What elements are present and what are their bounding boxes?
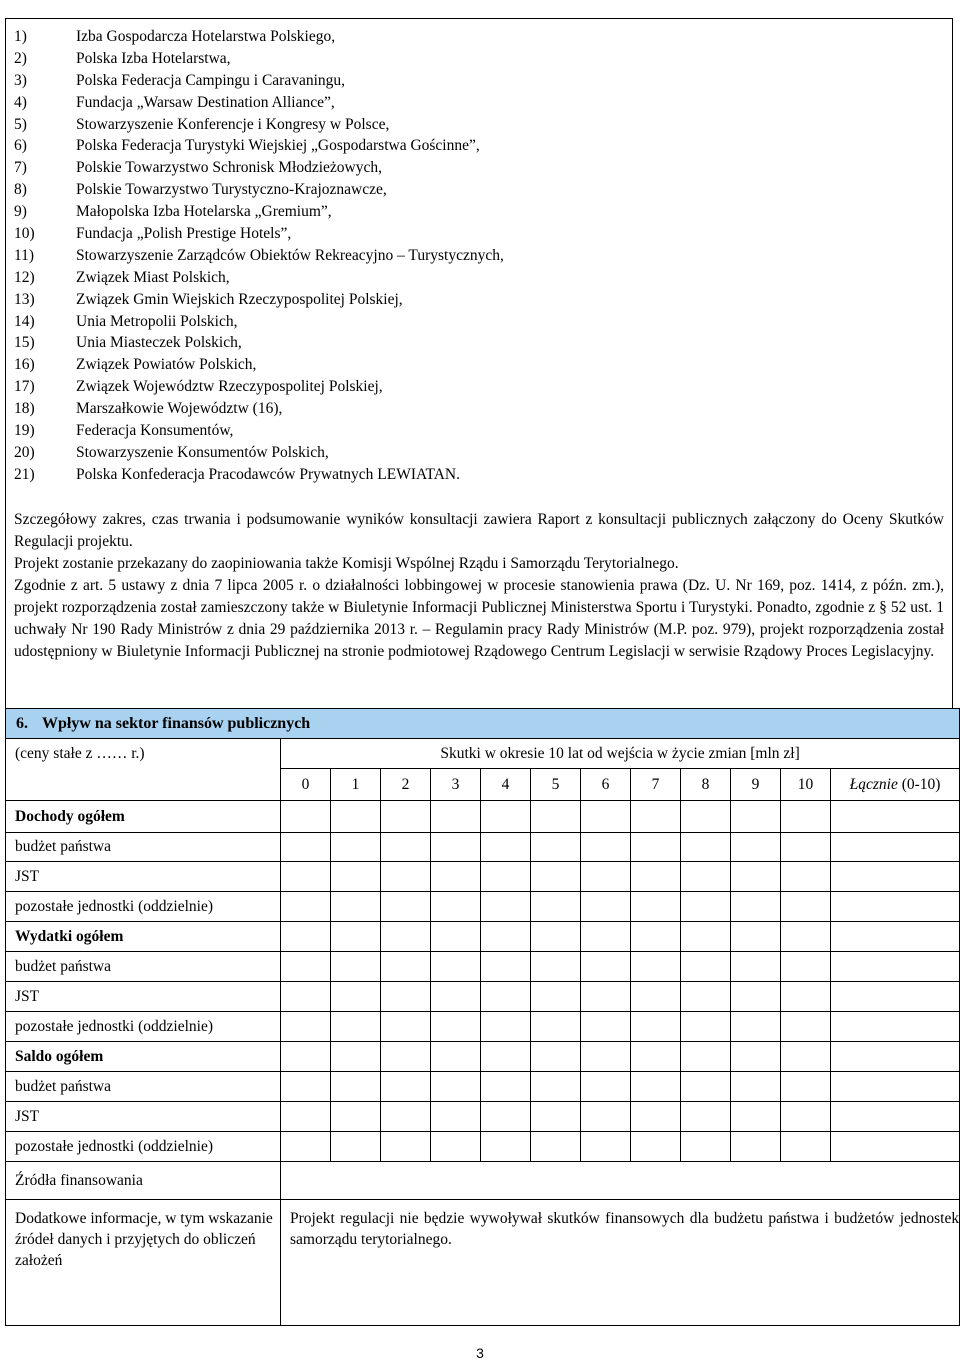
list-item: [14, 398, 504, 420]
table-row: [6, 1072, 960, 1102]
value-cell: [331, 1102, 381, 1132]
value-cell: [281, 801, 331, 833]
total-header-italic: Łącznie: [849, 775, 898, 793]
list-item-text: Marszałkowie Województw (16),: [76, 400, 283, 418]
list-item: [14, 332, 504, 354]
list-item: [14, 70, 504, 92]
row-label: JST: [6, 862, 281, 892]
list-item: [14, 223, 504, 245]
year-header: 10: [781, 769, 831, 801]
value-cell: [781, 892, 831, 922]
list-item-number: 10): [14, 225, 35, 243]
value-cell: [531, 1042, 581, 1072]
value-cell: [631, 1012, 681, 1042]
year-header: 5: [531, 769, 581, 801]
value-cell: [531, 862, 581, 892]
value-cell: [631, 1132, 681, 1162]
table-row: [6, 1162, 960, 1200]
year-header: 4: [481, 769, 531, 801]
table-row: [6, 922, 960, 952]
value-cell: [381, 1132, 431, 1162]
value-cell: [581, 892, 631, 922]
value-cell: [631, 1042, 681, 1072]
list-item-number: 4): [14, 93, 27, 111]
list-item-text: Polska Federacja Turystyki Wiejskiej „Gospodarstwa Gościnne”,: [76, 137, 480, 155]
list-item: [14, 376, 504, 398]
value-cell: [731, 1042, 781, 1072]
value-cell: [581, 1072, 631, 1102]
value-cell: [331, 952, 381, 982]
list-item-text: Związek Województw Rzeczypospolitej Polskiej,: [76, 378, 383, 396]
value-cell: [731, 922, 781, 952]
value-cell: [581, 982, 631, 1012]
value-cell: [281, 1012, 331, 1042]
value-cell: [831, 801, 960, 833]
value-cell: [331, 1132, 381, 1162]
list-item-text: Stowarzyszenie Zarządców Obiektów Rekreacyjno – Turystycznych,: [76, 246, 504, 264]
prices-label: (ceny stałe z …… r.): [6, 739, 281, 801]
year-header: 7: [631, 769, 681, 801]
section-number: 6.: [16, 714, 28, 732]
list-item: [14, 289, 504, 311]
value-cell: [731, 952, 781, 982]
value-cell: [731, 801, 781, 833]
year-header: 2: [381, 769, 431, 801]
list-item-text: Unia Metropolii Polskich,: [76, 312, 238, 330]
value-cell: [281, 833, 331, 862]
table-row: [6, 801, 960, 833]
list-item-number: 20): [14, 443, 35, 461]
table-row: [6, 1042, 960, 1072]
value-cell: [381, 1102, 431, 1132]
list-item: [14, 92, 504, 114]
value-cell: [781, 1042, 831, 1072]
value-cell: [531, 982, 581, 1012]
year-header: 0: [281, 769, 331, 801]
value-cell: [431, 1012, 481, 1042]
value-cell: [431, 862, 481, 892]
value-cell: [431, 922, 481, 952]
value-cell: [431, 1042, 481, 1072]
value-cell: [431, 982, 481, 1012]
value-cell: [631, 1072, 681, 1102]
table-row: [6, 892, 960, 922]
value-cell: [531, 1132, 581, 1162]
value-cell: [281, 1102, 331, 1132]
list-item-number: 18): [14, 400, 35, 418]
sources-label: Źródła finansowania: [6, 1162, 281, 1200]
paragraph-commission: Projekt zostanie przekazany do zaopiniowania także Komisji Wspólnej Rządu i Samorządu Terytorialnego.: [14, 555, 679, 572]
total-header: [831, 769, 960, 801]
list-item-number: 7): [14, 159, 27, 177]
list-item-number: 13): [14, 290, 35, 308]
table-row: [6, 982, 960, 1012]
list-item-number: 19): [14, 422, 35, 440]
value-cell: [331, 1072, 381, 1102]
list-item-number: 8): [14, 181, 27, 199]
value-cell: [481, 801, 531, 833]
value-cell: [481, 1102, 531, 1132]
table-row: [6, 952, 960, 982]
row-label: pozostałe jednostki (oddzielnie): [6, 1132, 281, 1162]
list-item: [14, 135, 504, 157]
list-item: [14, 179, 504, 201]
effects-header: Skutki w okresie 10 lat od wejścia w życie zmian [mln zł]: [281, 739, 960, 769]
value-cell: [531, 1072, 581, 1102]
value-cell: [831, 833, 960, 862]
paragraph-lobbying: Zgodnie z art. 5 ustawy z dnia 7 lipca 2005 r. o działalności lobbingowej w procesie stanowienia prawa (Dz. U. Nr 169, poz. 1414, z późn. zm.), projekt rozporządzenia został zamieszczony także w Biuletynie Informacji Publicznej Ministerstwa Sportu i Turystyki. Ponadto, zgodnie z § 52 ust. 1 uchwały Nr 190 Rady Ministrów z dnia 29 października 2013 r. – Regulamin pracy Rady Ministrów (M.P. poz. 979), projekt rozporządzenia został udostępniony w Biuletynie Informacji Publicznej na stronie podmiotowej Rządowego Centrum Legislacji w serwisie Rządowy Proces Legislacyjny.: [14, 577, 944, 660]
table-row: [6, 833, 960, 862]
value-cell: [431, 1132, 481, 1162]
year-header: 1: [331, 769, 381, 801]
value-cell: [531, 1012, 581, 1042]
value-cell: [281, 862, 331, 892]
list-item: [14, 245, 504, 267]
consultation-paragraphs: [14, 509, 944, 663]
value-cell: [481, 922, 531, 952]
section-title: Wpływ na sektor finansów publicznych: [42, 714, 311, 732]
list-item: [14, 464, 504, 486]
list-item-text: Polska Federacja Campingu i Caravaningu,: [76, 71, 346, 89]
value-cell: [781, 1102, 831, 1132]
value-cell: [781, 1072, 831, 1102]
value-cell: [481, 892, 531, 922]
row-label: pozostałe jednostki (oddzielnie): [6, 1012, 281, 1042]
value-cell: [731, 892, 781, 922]
value-cell: [331, 862, 381, 892]
row-label: budżet państwa: [6, 1072, 281, 1102]
value-cell: [581, 1042, 631, 1072]
value-cell: [331, 922, 381, 952]
list-item-text: Polskie Towarzystwo Schronisk Młodzieżowych,: [76, 159, 383, 177]
table-row: [6, 1102, 960, 1132]
list-item: [14, 114, 504, 136]
list-item: [14, 354, 504, 376]
value-cell: [481, 862, 531, 892]
page-number: 3: [476, 1345, 484, 1361]
value-cell: [781, 952, 831, 982]
value-cell: [281, 1132, 331, 1162]
value-cell: [481, 833, 531, 862]
value-cell: [281, 1042, 331, 1072]
list-item-number: 11): [14, 246, 35, 264]
list-item-text: Związek Miast Polskich,: [76, 268, 230, 286]
value-cell: [681, 1132, 731, 1162]
row-label: budżet państwa: [6, 833, 281, 862]
value-cell: [431, 892, 481, 922]
value-cell: [381, 833, 431, 862]
value-cell: [581, 922, 631, 952]
value-cell: [731, 982, 781, 1012]
value-cell: [781, 982, 831, 1012]
table-row: [6, 1012, 960, 1042]
value-cell: [681, 1102, 731, 1132]
value-cell: [281, 892, 331, 922]
value-cell: [581, 862, 631, 892]
list-item-text: Izba Gospodarcza Hotelarstwa Polskiego,: [76, 28, 336, 45]
list-item: [14, 201, 504, 223]
value-cell: [831, 952, 960, 982]
value-cell: [381, 1012, 431, 1042]
value-cell: [381, 892, 431, 922]
value-cell: [681, 1012, 731, 1042]
value-cell: [581, 1132, 631, 1162]
row-label: JST: [6, 982, 281, 1012]
value-cell: [581, 801, 631, 833]
value-cell: [681, 801, 731, 833]
value-cell: [731, 1102, 781, 1132]
list-item: [14, 267, 504, 289]
row-label: Wydatki ogółem: [6, 922, 281, 952]
value-cell: [381, 952, 431, 982]
value-cell: [731, 862, 781, 892]
value-cell: [481, 1042, 531, 1072]
row-label: budżet państwa: [6, 952, 281, 982]
list-item-number: 2): [14, 49, 27, 67]
organizations-list: [14, 26, 504, 486]
list-item: [14, 420, 504, 442]
value-cell: [281, 952, 331, 982]
list-item-text: Federacja Konsumentów,: [76, 422, 234, 440]
value-cell: [381, 1072, 431, 1102]
value-cell: [281, 922, 331, 952]
value-cell: [581, 1012, 631, 1042]
value-cell: [581, 1102, 631, 1132]
value-cell: [481, 1132, 531, 1162]
list-item-text: Unia Miasteczek Polskich,: [76, 334, 242, 352]
value-cell: [681, 952, 731, 982]
value-cell: [831, 862, 960, 892]
value-cell: [431, 833, 481, 862]
value-cell: [781, 833, 831, 862]
value-cell: [381, 982, 431, 1012]
value-cell: [831, 982, 960, 1012]
value-cell: [681, 1072, 731, 1102]
list-item-number: 15): [14, 334, 35, 352]
list-item-text: Stowarzyszenie Konferencje i Kongresy w Polsce,: [76, 115, 390, 133]
value-cell: [331, 1042, 381, 1072]
value-cell: [481, 982, 531, 1012]
value-cell: [681, 982, 731, 1012]
additional-info-text: Projekt regulacji nie będzie wywoływał skutków finansowych dla budżetu państwa i budżetów jednostek samorządu terytorialnego.: [281, 1200, 960, 1326]
value-cell: [631, 833, 681, 862]
value-cell: [681, 862, 731, 892]
year-header: 3: [431, 769, 481, 801]
row-label: Saldo ogółem: [6, 1042, 281, 1072]
row-label: Dochody ogółem: [6, 801, 281, 833]
value-cell: [731, 1132, 781, 1162]
value-cell: [381, 922, 431, 952]
value-cell: [731, 1072, 781, 1102]
value-cell: [781, 922, 831, 952]
finance-impact-table: [5, 708, 960, 1326]
value-cell: [481, 1012, 531, 1042]
list-item-number: 12): [14, 268, 35, 286]
value-cell: [631, 952, 681, 982]
value-cell: [431, 1072, 481, 1102]
additional-info-label: Dodatkowe informacje, w tym wskazanie źródeł danych i przyjętych do obliczeń założeń: [6, 1200, 281, 1326]
list-item-text: Stowarzyszenie Konsumentów Polskich,: [76, 443, 329, 461]
list-item-number: 1): [14, 28, 27, 45]
value-cell: [831, 1042, 960, 1072]
list-item-text: Związek Gmin Wiejskich Rzeczypospolitej Polskiej,: [76, 290, 403, 308]
list-item-number: 16): [14, 356, 35, 374]
list-item: [14, 26, 504, 48]
table-row: [6, 1132, 960, 1162]
list-item-text: Związek Powiatów Polskich,: [76, 356, 257, 374]
sources-value: [281, 1162, 960, 1200]
value-cell: [381, 862, 431, 892]
list-item-number: 21): [14, 465, 35, 483]
list-item-number: 14): [14, 312, 35, 330]
row-label: JST: [6, 1102, 281, 1132]
row-label: pozostałe jednostki (oddzielnie): [6, 892, 281, 922]
value-cell: [431, 801, 481, 833]
value-cell: [531, 922, 581, 952]
value-cell: [331, 833, 381, 862]
value-cell: [331, 1012, 381, 1042]
value-cell: [681, 1042, 731, 1072]
list-item-text: Małopolska Izba Hotelarska „Gremium”,: [76, 203, 332, 221]
year-header: 6: [581, 769, 631, 801]
list-item-text: Polskie Towarzystwo Turystyczno-Krajoznawcze,: [76, 181, 387, 199]
value-cell: [331, 801, 381, 833]
list-item-number: 9): [14, 203, 27, 221]
value-cell: [831, 1102, 960, 1132]
value-cell: [831, 892, 960, 922]
value-cell: [681, 892, 731, 922]
value-cell: [681, 833, 731, 862]
value-cell: [531, 1102, 581, 1132]
list-item-text: Fundacja „Polish Prestige Hotels”,: [76, 225, 292, 243]
paragraph-report: Szczegółowy zakres, czas trwania i podsumowanie wyników konsultacji zawiera Raport z konsultacji publicznych załączony do Oceny Skutków Regulacji projektu.: [14, 511, 944, 550]
value-cell: [631, 922, 681, 952]
value-cell: [781, 862, 831, 892]
value-cell: [831, 1072, 960, 1102]
value-cell: [681, 922, 731, 952]
value-cell: [631, 801, 681, 833]
value-cell: [781, 1132, 831, 1162]
value-cell: [331, 982, 381, 1012]
total-header-range: (0-10): [897, 775, 941, 793]
value-cell: [631, 1102, 681, 1132]
value-cell: [581, 833, 631, 862]
list-item-text: Polska Izba Hotelarstwa,: [76, 49, 231, 67]
list-item-text: Polska Konfederacja Pracodawców Prywatnych LEWIATAN.: [76, 465, 460, 483]
value-cell: [431, 1102, 481, 1132]
value-cell: [381, 1042, 431, 1072]
list-item: [14, 157, 504, 179]
value-cell: [831, 1132, 960, 1162]
value-cell: [431, 952, 481, 982]
list-item: [14, 442, 504, 464]
list-item-number: 6): [14, 137, 27, 155]
value-cell: [531, 801, 581, 833]
list-item: [14, 311, 504, 333]
value-cell: [781, 801, 831, 833]
value-cell: [581, 952, 631, 982]
value-cell: [831, 922, 960, 952]
value-cell: [481, 952, 531, 982]
value-cell: [481, 1072, 531, 1102]
value-cell: [281, 982, 331, 1012]
year-header: 9: [731, 769, 781, 801]
value-cell: [531, 952, 581, 982]
value-cell: [281, 1072, 331, 1102]
table-row: [6, 1200, 960, 1326]
value-cell: [381, 801, 431, 833]
list-item: [14, 48, 504, 70]
list-item-number: 3): [14, 71, 27, 89]
table-row: [6, 862, 960, 892]
value-cell: [731, 1012, 781, 1042]
year-header: 8: [681, 769, 731, 801]
list-item-number: 5): [14, 115, 27, 133]
value-cell: [631, 862, 681, 892]
value-cell: [731, 833, 781, 862]
value-cell: [831, 1012, 960, 1042]
value-cell: [631, 982, 681, 1012]
value-cell: [531, 833, 581, 862]
value-cell: [331, 892, 381, 922]
list-item-number: 17): [14, 378, 35, 396]
value-cell: [631, 892, 681, 922]
value-cell: [781, 1012, 831, 1042]
list-item-text: Fundacja „Warsaw Destination Alliance”,: [76, 93, 335, 111]
value-cell: [531, 892, 581, 922]
section-header: [6, 709, 960, 739]
